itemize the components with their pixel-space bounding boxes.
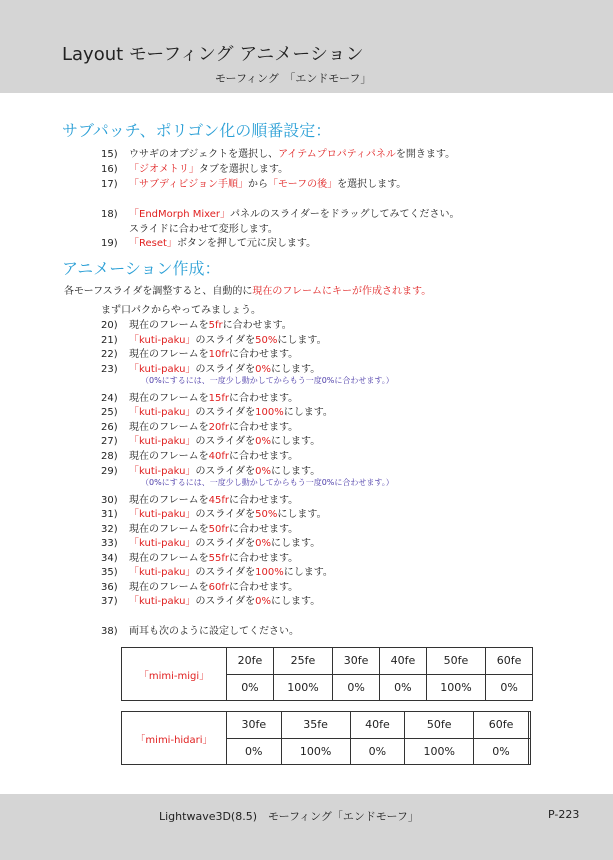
highlight-text: 「サブディビジョン手順」	[129, 179, 248, 190]
body-text: 現在のフレームを	[129, 494, 209, 506]
step-line	[101, 462, 320, 477]
body-text: 現在のフレームを	[129, 392, 209, 404]
body-text: にします。	[277, 509, 327, 521]
page-subtitle: モーフィング 「エンドモーフ」	[215, 72, 372, 85]
page-title: Layout モーフィング アニメーション	[62, 44, 364, 65]
frame-cell: 40fe	[350, 712, 405, 739]
highlight-text: 「kuti-paku」	[129, 407, 196, 419]
body-text: にします。	[283, 407, 333, 419]
body-text: パネルのスライダーをドラッグしてみてください。	[230, 209, 460, 220]
body-text: 両耳も次のように設定してください。	[129, 626, 299, 637]
body-text: を開きます。	[395, 149, 456, 160]
frame-cell: 50fe	[426, 648, 485, 675]
section-heading-animation: アニメーション作成：	[62, 259, 221, 278]
body-text: ウサギのオブジェクトを選択し、	[129, 149, 279, 160]
value-cell	[528, 738, 530, 765]
body-text: にします。	[271, 538, 321, 550]
step-line	[101, 418, 298, 433]
step-number: 36)	[101, 581, 118, 593]
step-number: 19)	[101, 238, 118, 249]
frame-cell: 50fe	[405, 712, 474, 739]
body-text: 現在のフレームを	[129, 320, 209, 331]
body-text: に合わせます。	[222, 320, 292, 331]
animation-lead: まず口パクからやってみましょう。	[101, 305, 261, 316]
highlight-text: 「kuti-paku」	[129, 596, 196, 608]
step-line	[101, 234, 316, 249]
highlight-text: 「kuti-paku」	[129, 538, 196, 550]
step-line	[101, 160, 288, 175]
body-text: のスライダを	[195, 407, 256, 419]
step-number: 16)	[101, 164, 118, 175]
step-number: 35)	[101, 567, 118, 579]
step-number: 23)	[101, 363, 118, 375]
frame-cell: 30fe	[227, 712, 282, 739]
highlight-text: 「モーフの後」	[268, 179, 338, 190]
body-text: 現在のフレームを	[129, 581, 209, 593]
value-cell: 0%	[474, 738, 529, 765]
highlight-text: 15fr	[208, 392, 229, 404]
step-number: 31)	[101, 509, 118, 521]
frame-cell: 30fe	[333, 648, 380, 675]
body-text: に合わせます。	[228, 552, 299, 564]
body-text: に合わせます。	[228, 581, 299, 593]
body-text: にします。	[283, 567, 333, 579]
highlight-text: 50%	[255, 334, 278, 346]
frame-cell	[528, 712, 530, 739]
body-text: から	[248, 179, 268, 190]
step-line	[101, 520, 298, 535]
highlight-text: 45fr	[208, 494, 229, 506]
highlight-text: 「kuti-paku」	[129, 567, 196, 579]
footer-band	[0, 794, 613, 860]
frame-cell: 35fe	[281, 712, 350, 739]
step-number: 25)	[101, 407, 118, 419]
body-text: に合わせます。	[228, 450, 299, 462]
value-cell: 0%	[227, 674, 274, 701]
note-text: （0%にするには、一度少し動かしてからもう一度0%に合わせます。）	[141, 478, 394, 488]
highlight-text: 「Reset」	[129, 238, 177, 249]
table-label: 「mimi-migi」	[122, 648, 227, 701]
body-text: を選択します。	[337, 179, 407, 190]
value-cell: 0%	[333, 674, 380, 701]
header-band	[0, 0, 613, 93]
highlight-text: 「kuti-paku」	[129, 363, 196, 375]
animation-intro	[64, 282, 431, 297]
step-number: 32)	[101, 523, 118, 535]
frame-cell: 60fe	[474, 712, 529, 739]
highlight-text: 50%	[255, 509, 278, 521]
step-line	[101, 403, 333, 418]
step-number: 15)	[101, 149, 118, 160]
highlight-text: 40fr	[208, 450, 229, 462]
body-text: に合わせます。	[228, 494, 299, 506]
body-text: のスライダを	[195, 509, 256, 521]
highlight-text: 50fr	[208, 523, 229, 535]
step-number: 37)	[101, 596, 118, 608]
body-text: に合わせます。	[228, 421, 299, 433]
highlight-text: アイテムプロパティパネル	[278, 149, 396, 160]
step-number: 20)	[101, 320, 118, 331]
step-number: 22)	[101, 349, 118, 361]
footer-text: Lightwave3D(8.5) モーフィング「エンドモーフ」	[159, 810, 419, 823]
step-line	[101, 389, 298, 404]
value-cell: 0%	[379, 674, 426, 701]
body-text: 現在のフレームを	[129, 349, 209, 361]
highlight-text: 「EndMorph Mixer」	[129, 209, 231, 220]
step-line	[101, 175, 406, 190]
highlight-text: 「ジオメトリ」	[129, 164, 199, 175]
step-number: 27)	[101, 436, 118, 448]
note-text: （0%にするには、一度少し動かしてからもう一度0%に合わせます。）	[141, 376, 394, 386]
value-cell: 100%	[426, 674, 485, 701]
highlight-text: 0%	[255, 465, 272, 477]
highlight-text: 0%	[255, 363, 272, 375]
body-text: 現在のフレームを	[129, 450, 209, 462]
step-line	[101, 447, 298, 462]
body-text: のスライダを	[195, 465, 256, 477]
highlight-text: 「kuti-paku」	[129, 509, 196, 521]
step-line	[101, 505, 327, 520]
highlight-text: 10fr	[208, 349, 229, 361]
step-line	[101, 534, 320, 549]
body-text: のスライダを	[195, 363, 256, 375]
body-text: 現在のフレームを	[129, 523, 209, 535]
step-number: 28)	[101, 450, 118, 462]
step-number: 34)	[101, 552, 118, 564]
value-cell: 100%	[405, 738, 474, 765]
step-number: 17)	[101, 179, 118, 190]
value-cell: 100%	[273, 674, 332, 701]
step-line	[101, 220, 278, 235]
step-number: 38)	[101, 626, 118, 637]
step-line	[101, 592, 320, 607]
step-number: 30)	[101, 494, 118, 506]
table-mimi-migi	[121, 647, 533, 701]
step-line	[101, 331, 327, 346]
step-line	[101, 432, 320, 447]
step-number: 24)	[101, 392, 118, 404]
highlight-text: 55fr	[208, 552, 229, 564]
highlight-text: 100%	[255, 567, 284, 579]
value-cell: 0%	[227, 738, 282, 765]
highlight-text: 0%	[255, 538, 272, 550]
step-line	[101, 549, 298, 564]
step-number: 33)	[101, 538, 118, 550]
section-heading-subpatch: サブパッチ、ポリゴン化の順番設定：	[62, 121, 332, 140]
body-text: 現在のフレームを	[129, 552, 209, 564]
highlight-text: 「kuti-paku」	[129, 436, 196, 448]
highlight-text: 5fr	[208, 320, 223, 331]
body-text: のスライダを	[195, 538, 256, 550]
body-text: にします。	[271, 363, 321, 375]
body-text: タブを選択します。	[198, 164, 289, 175]
highlight-text: 「kuti-paku」	[129, 465, 196, 477]
highlight-text: 「kuti-paku」	[129, 334, 196, 346]
frame-cell: 20fe	[227, 648, 274, 675]
body-text: 現在のフレームを	[129, 421, 209, 433]
highlight-text: 20fr	[208, 421, 229, 433]
step-line	[101, 345, 298, 360]
step-line	[101, 578, 298, 593]
step-number: 29)	[101, 465, 118, 477]
step-line	[101, 316, 292, 331]
step-line	[101, 360, 320, 375]
body-text: 各モーフスライダを調整すると、自動的に	[64, 286, 253, 297]
frame-cell: 40fe	[379, 648, 426, 675]
highlight-text: 100%	[255, 407, 284, 419]
body-text: のスライダを	[195, 596, 256, 608]
body-text: に合わせます。	[228, 349, 299, 361]
step-line	[101, 145, 455, 160]
body-text: のスライダを	[195, 334, 256, 346]
body-text: スライドに合わせて変形します。	[129, 224, 278, 235]
body-text: にします。	[271, 596, 321, 608]
table-label: 「mimi-hidari」	[122, 712, 227, 765]
table-row	[122, 712, 531, 739]
table-mimi-hidari	[121, 711, 531, 765]
step-number: 26)	[101, 421, 118, 433]
step-line	[101, 205, 460, 220]
body-text: のスライダを	[195, 436, 256, 448]
body-text: に合わせます。	[228, 523, 299, 535]
body-text: にします。	[277, 334, 327, 346]
highlight-text: 現在のフレームにキーが作成されます。	[252, 286, 432, 297]
frame-cell: 60fe	[486, 648, 533, 675]
body-text: のスライダを	[195, 567, 256, 579]
body-text: にします。	[271, 436, 321, 448]
page-number: P-223	[548, 808, 580, 821]
step-line	[101, 491, 298, 506]
step-line	[101, 563, 333, 578]
body-text: に合わせます。	[228, 392, 299, 404]
table-row	[122, 648, 533, 675]
value-cell: 0%	[350, 738, 405, 765]
body-text: ボタンを押して元に戻します。	[176, 238, 317, 249]
highlight-text: 0%	[255, 436, 272, 448]
step-38	[101, 622, 299, 637]
value-cell: 0%	[486, 674, 533, 701]
value-cell: 100%	[281, 738, 350, 765]
highlight-text: 0%	[255, 596, 272, 608]
frame-cell: 25fe	[273, 648, 332, 675]
step-number: 18)	[101, 209, 118, 220]
body-text: にします。	[271, 465, 321, 477]
highlight-text: 60fr	[208, 581, 229, 593]
step-number: 21)	[101, 334, 118, 346]
